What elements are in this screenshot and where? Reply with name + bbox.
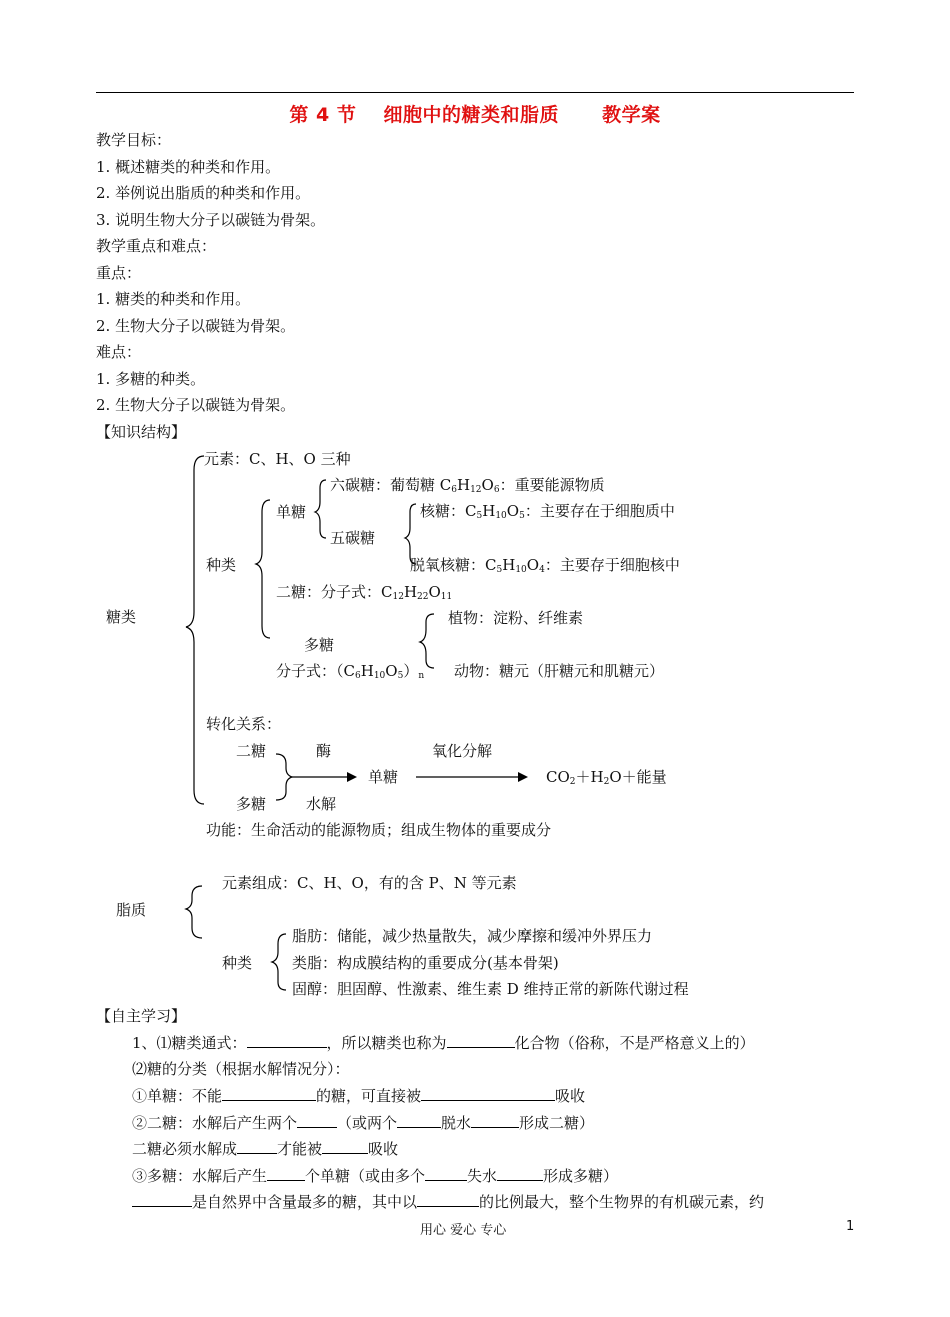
oxidation-products: $CO_2+H_2O+$能量 bbox=[546, 768, 667, 787]
pentose-brace bbox=[405, 504, 416, 564]
answer-blank[interactable] bbox=[397, 1113, 441, 1128]
answer-blank[interactable] bbox=[267, 1166, 305, 1181]
goals-heading: 教学目标： bbox=[96, 131, 172, 149]
oxidation-label: 氧化分解 bbox=[432, 742, 493, 760]
conversion-mono: 单糖 bbox=[368, 768, 399, 786]
enzyme-label: 酶 bbox=[316, 742, 332, 760]
conversion-di: 二糖 bbox=[236, 742, 267, 760]
answer-blank[interactable] bbox=[447, 1033, 515, 1048]
question-line: ③多糖：水解后产生 个单糖（或由多个 失水 形成多糖） bbox=[132, 1167, 619, 1185]
mono-label: 单糖 bbox=[276, 503, 307, 521]
title-topic: 细胞中的糖类和脂质 bbox=[383, 104, 559, 126]
arrow-head bbox=[347, 772, 357, 782]
disaccharide-line: 二糖：分子式：$C_{12}H_{22}O_{11}$ bbox=[276, 583, 453, 602]
goal-item: 3. 说明生物大分子以碳链为骨架。 bbox=[96, 211, 326, 229]
lipid-brace bbox=[186, 886, 202, 938]
plant-poly: 植物：淀粉、纤维素 bbox=[448, 609, 584, 627]
lipid-fat: 脂肪：储能，减少热量散失，减少摩擦和缓冲外界压力 bbox=[292, 927, 653, 945]
footer-motto: 用心 爱心 专心 bbox=[420, 1223, 507, 1238]
conversion-brace bbox=[276, 754, 292, 800]
answer-blank[interactable] bbox=[237, 1139, 277, 1154]
hexose-line: 六碳糖：葡萄糖 $C_6H_{12}O_6$：重要能源物质 bbox=[330, 476, 605, 495]
poly-brace bbox=[420, 614, 434, 668]
lipid-elements: 元素组成：C、H、O，有的含 P、N 等元素 bbox=[222, 874, 517, 892]
question-line: ①单糖：不能 的糖，可直接被 吸收 bbox=[132, 1087, 586, 1105]
question-line: ⑵糖的分类（根据水解情况分）： bbox=[132, 1060, 350, 1078]
poly-label: 多糖 bbox=[304, 636, 335, 654]
answer-blank[interactable] bbox=[497, 1166, 543, 1181]
difficult-item: 1. 多糖的种类。 bbox=[96, 370, 206, 388]
question-line: 是自然界中含量最多的糖，其中以 的比例最大，整个生物界的有机碳元素，约 bbox=[132, 1192, 764, 1211]
difficult-label: 难点： bbox=[96, 343, 142, 361]
sugar-elements: 元素：C、H、O 三种 bbox=[204, 450, 351, 468]
answer-blank[interactable] bbox=[132, 1192, 192, 1207]
key-item: 2. 生物大分子以碳链为骨架。 bbox=[96, 317, 296, 335]
sugar-kinds: 种类 bbox=[206, 556, 237, 574]
question-line: 二糖必须水解成 才能被 吸收 bbox=[132, 1140, 399, 1158]
lipid-label: 脂质 bbox=[116, 901, 147, 919]
answer-blank[interactable] bbox=[421, 1086, 555, 1101]
answer-blank[interactable] bbox=[322, 1139, 368, 1154]
key-item: 1. 糖类的种类和作用。 bbox=[96, 290, 251, 308]
goal-item: 2. 举例说出脂质的种类和作用。 bbox=[96, 184, 311, 202]
sugar-label: 糖类 bbox=[106, 608, 137, 626]
lipid-lipoid: 类脂：构成膜结构的重要成分(基本骨架) bbox=[292, 954, 559, 972]
question-line: 1、⑴糖类通式： ，所以糖类也称为 化合物（俗称，不是严格意义上的） bbox=[132, 1034, 755, 1052]
conversion-poly: 多糖 bbox=[236, 795, 267, 813]
arrow-head bbox=[518, 772, 528, 782]
deoxyribose-line: 脱氧核糖：$C_5H_{10}O_4$：主要存于细胞核中 bbox=[410, 556, 680, 575]
structure-heading: 【知识结构】 bbox=[96, 423, 187, 441]
poly-formula: 分子式：$(C_6H_{10}O_5)_n$ bbox=[276, 662, 425, 681]
answer-blank[interactable] bbox=[471, 1113, 519, 1128]
title-section: 第 4 节 bbox=[289, 104, 357, 126]
goal-item: 1. 概述糖类的种类和作用。 bbox=[96, 158, 281, 176]
answer-blank[interactable] bbox=[417, 1192, 479, 1207]
lipid-kinds: 种类 bbox=[222, 954, 253, 972]
question-line: ②二糖：水解后产生两个 （或两个 脱水 形成二糖） bbox=[132, 1114, 595, 1132]
mono-brace bbox=[315, 480, 326, 538]
difficult-item: 2. 生物大分子以碳链为骨架。 bbox=[96, 396, 296, 414]
hydrolysis-label: 水解 bbox=[306, 795, 337, 813]
lipid-sterol: 固醇：胆固醇、性激素、维生素 D 维持正常的新陈代谢过程 bbox=[292, 980, 689, 998]
animal-poly: 动物：糖元（肝糖元和肌糖元） bbox=[454, 662, 665, 680]
key-label: 重点： bbox=[96, 264, 142, 282]
pentose-label: 五碳糖 bbox=[330, 529, 376, 547]
lipid-kinds-brace bbox=[272, 934, 286, 990]
answer-blank[interactable] bbox=[297, 1113, 337, 1128]
answer-blank[interactable] bbox=[222, 1086, 316, 1101]
title-type: 教学案 bbox=[602, 104, 661, 126]
kinds-brace bbox=[256, 500, 270, 638]
conversion-label: 转化关系： bbox=[206, 715, 282, 733]
page-number: 1 bbox=[846, 1219, 855, 1234]
self-study-heading: 【自主学习】 bbox=[96, 1007, 187, 1025]
key-heading: 教学重点和难点： bbox=[96, 237, 217, 255]
sugar-brace bbox=[186, 456, 204, 804]
sugar-function: 功能：生命活动的能源物质；组成生物体的重要成分 bbox=[206, 821, 552, 839]
ribose-line: 核糖：$C_5H_{10}O_5$：主要存在于细胞质中 bbox=[420, 502, 675, 521]
answer-blank[interactable] bbox=[425, 1166, 467, 1181]
answer-blank[interactable] bbox=[247, 1033, 327, 1048]
